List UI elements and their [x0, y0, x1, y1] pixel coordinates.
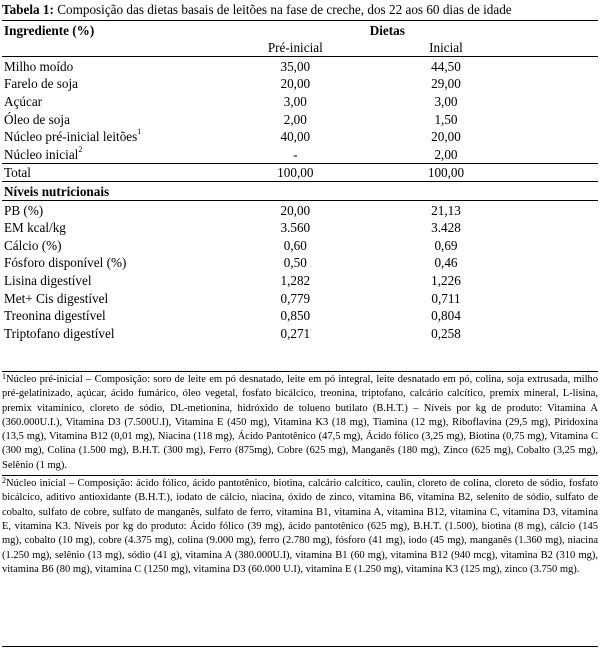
initial-value: 2,00: [434, 146, 458, 162]
ingredient-name: [2, 128, 237, 146]
pre-initial-value: 1,282: [280, 272, 311, 288]
total-pre-initial: 100,00: [237, 163, 354, 182]
nutrient-row: [2, 307, 598, 325]
pre-initial-value: 35,00: [237, 57, 354, 75]
footnote-marker: 2: [78, 144, 83, 154]
ingredient-name-text: Açúcar: [4, 93, 43, 109]
ingredient-row: [2, 57, 598, 75]
table-footnotes: [2, 371, 598, 577]
nutrient-name: Lisina digestível: [4, 272, 92, 288]
ingredient-name: [2, 92, 237, 110]
nutrient-row: [2, 200, 598, 218]
pre-initial-value: 20,00: [237, 200, 354, 218]
pre-initial-value: -: [293, 146, 298, 162]
initial-value: 3,00: [434, 93, 458, 109]
table-caption-label: Tabela 1:: [2, 2, 54, 17]
pre-initial-value: 40,00: [280, 129, 311, 145]
pre-initial-value: 0,271: [280, 325, 311, 341]
nutrient-name: Cálcio (%): [4, 237, 62, 253]
ingredient-name: [2, 145, 237, 163]
ingredient-name-text: Óleo de soja: [4, 111, 70, 127]
table-header-row: [2, 21, 598, 39]
footnote-2-marker: 2: [2, 476, 6, 486]
total-initial: 100,00: [354, 163, 598, 182]
ingredient-name: [2, 57, 237, 75]
total-row: [2, 163, 598, 182]
pre-initial-column-header: Pré-inicial: [267, 40, 323, 56]
pre-initial-value: 0,850: [280, 308, 311, 324]
footnote-1-text: Núcleo pré-inicial – Composição: soro de leite em pó desnatado, leite em pó integral, leite desnatado em pó, colina, soja extrusada, milho pré-gelatinizado, açúcar, ácido fumárico, óleo vegetal, fosfato bicálcico, treonina, triptofano, calcário calcítico, premix mineral, L-lisina, premix vitamínico, cloreto de sódio, DL-metionina, hidróxido de tolueno butilato (B.H.T.) – Níveis por kg de produto: Vitamina A (360.000U.I.), Vitamina D3 (7.500U.I), Vitamina E (450 mg), Vitamina K3 (18 mg), Tiamina (12 mg), Riboflavina (29,5 mg), Piridoxina (13,5 mg), Vitamina B12 (0,01 mg), Niacina (118 mg), Ácido Pantotênico (47,5 mg), Ácido fólico (3,25 mg), Biotina (0,75 mg), Vitamina C (300 mg), Colina (1.500 mg), B.H.T. (300 mg), Ferro (875mg), Cobre (625 mg), Manganês (180 mg), Zinco (625 mg), Cobalto (3,25 mg), Selênio (1 mg).: [2, 374, 598, 471]
nutrient-row: [2, 236, 598, 254]
initial-value: 0,46: [434, 255, 458, 271]
ingredient-row: [2, 92, 598, 110]
ingredient-row: [2, 110, 598, 128]
ingredient-name-text: Núcleo inicial: [4, 146, 79, 162]
footnote-marker: 1: [137, 127, 142, 137]
ingredient-row: [2, 145, 598, 163]
ingredient-name-text: Núcleo pré-inicial leitões: [4, 129, 138, 145]
table-bottom-rule: [2, 646, 598, 647]
nutrient-row: [2, 219, 598, 237]
initial-value: 0,711: [431, 290, 461, 306]
ingredient-name-text: Milho moído: [4, 58, 74, 74]
nutrients-section-title: Níveis nutricionais: [2, 182, 598, 201]
footnote-1-marker: 1: [2, 372, 6, 381]
initial-value: 20,00: [431, 129, 461, 145]
initial-value: 1,226: [431, 272, 461, 288]
pre-initial-value: 0,60: [283, 237, 307, 253]
initial-value: 0,258: [431, 325, 461, 341]
pre-initial-value: 3,00: [283, 93, 307, 109]
initial-value: 1,50: [434, 111, 458, 127]
ingredient-row: [2, 128, 598, 146]
ingredient-column-header: Ingrediente (%): [2, 21, 237, 39]
pre-initial-value: 2,00: [283, 111, 307, 127]
nutrient-row: [2, 254, 598, 272]
diets-column-header: Dietas: [237, 21, 598, 39]
nutrient-name: Met+ Cis digestível: [4, 290, 109, 306]
pre-initial-value: 3.560: [280, 220, 311, 236]
initial-value: 29,00: [431, 76, 461, 92]
nutrients-header-row: [2, 182, 598, 201]
nutrient-row: [2, 271, 598, 289]
initial-column-header: Inicial: [429, 40, 463, 56]
ingredient-name: [2, 110, 237, 128]
table-caption: [2, 2, 512, 18]
pre-initial-value: 0,50: [283, 255, 307, 271]
footnote-2-text: Núcleo inicial – Composição: ácido fólico, ácido pantotênico, biotina, calcário calcítico, caulin, cloreto de colina, cloreto de sódio, fosfato bicálcico, aditivo antioxidante (B.H.T.), iodato de cálcio, niacina, óxido de zinco, vitamina B6, vitamina B2, selenito de sódio, sulfato de cobalto, sulfato de cobre, sulfato de manganês, sulfato de ferro, vitamina B1, vitamina A, vitamina B12, vitamina C, vitamina D3, vitamina E, vitamina K3. Níveis por kg do produto: Ácido fólico (39 mg), ácido pantotênico (625 mg), B.H.T. (1.500), biotina (8 mg), cálcio (145 mg), cobalto (10 mg), cobre (4.375 mg), colina (9.000 mg), ferro (2.780 mg), fósforo (41 mg), iodo (45 mg), manganês (1.360 mg), niacina (1.250 mg), selênio (13 mg), sódio (41 g), vitamina A (380.000U.I), vitamina B1 (60 mg), vitamina B12 (940 mcg), vitamina B2 (310 mg), vitamina B6 (80 mg), vitamina C (1250 mg), vitamina D3 (60.000 U.I), vitamina E (1.250 mg), vitamina K3 (125 mg), zinco (3.750 mg).: [2, 478, 598, 575]
footnote-2: [2, 475, 598, 577]
initial-value: 0,69: [434, 237, 458, 253]
footnote-1: [2, 373, 598, 473]
nutrient-name: Fósforo disponível (%): [4, 255, 127, 271]
nutrient-name: Treonina digestível: [4, 308, 106, 324]
diet-subheader-row: [2, 39, 598, 57]
nutrient-name: PB (%): [2, 200, 237, 218]
ingredient-row: [2, 75, 598, 93]
ingredient-name: [2, 75, 237, 93]
initial-value: 44,50: [354, 57, 598, 75]
nutrient-name: Triptofano digestível: [4, 325, 115, 341]
ingredient-name-text: Farelo de soja: [4, 76, 78, 92]
nutrient-name: EM kcal/kg: [4, 220, 66, 236]
total-label: Total: [2, 163, 237, 182]
pre-initial-value: 20,00: [280, 76, 311, 92]
nutrient-row: [2, 324, 598, 342]
initial-value: 21,13: [354, 200, 598, 218]
nutrient-row: [2, 289, 598, 307]
initial-value: 0,804: [431, 308, 461, 324]
pre-initial-value: 0,779: [280, 290, 311, 306]
table-caption-text: Composição das dietas basais de leitões na fase de creche, dos 22 aos 60 dias de idade: [57, 2, 512, 17]
diet-composition-table: [2, 20, 598, 342]
initial-value: 3.428: [431, 220, 461, 236]
